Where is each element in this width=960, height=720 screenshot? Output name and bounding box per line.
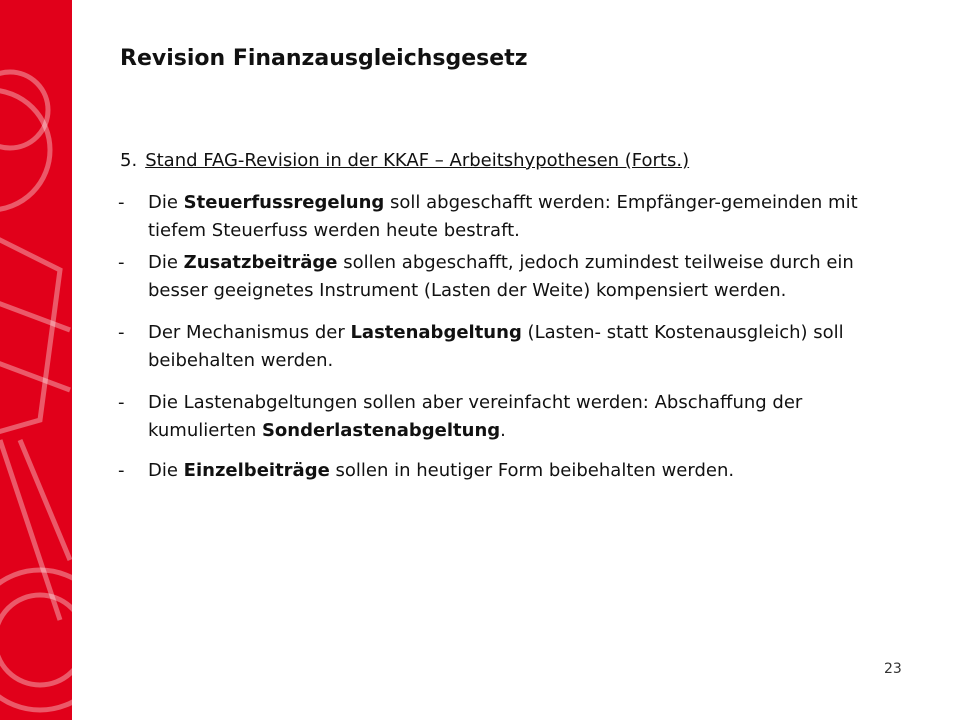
bullet-dash: - — [118, 322, 125, 343]
bullet-keyword: Steuerfussregelung — [183, 192, 385, 213]
bullet-dash: - — [118, 192, 125, 213]
bullet-list — [118, 189, 908, 485]
bullet-item — [118, 457, 908, 485]
bullet-item — [118, 389, 908, 445]
bullet-item — [118, 319, 908, 375]
bullet-text: Die Steuerfussregelung soll abgeschafft werden: Empfänger-gemeinden mit tiefem Steuerfuss werden heute bestraft. — [148, 192, 858, 241]
bullet-keyword: Einzelbeiträge — [183, 460, 330, 481]
bullet-dash: - — [118, 392, 125, 413]
section-subheading — [120, 150, 689, 171]
bullet-keyword: Zusatzbeiträge — [183, 252, 338, 273]
bullet-dash: - — [118, 252, 125, 273]
section-number: 5. — [120, 150, 138, 171]
bullet-text: Die Einzelbeiträge sollen in heutiger Form beibehalten werden. — [148, 460, 735, 481]
page-number: 23 — [884, 661, 902, 677]
sidebar-stripe — [0, 0, 72, 720]
bullet-dash: - — [118, 460, 125, 481]
bullet-keyword: Sonderlastenabgeltung — [261, 420, 501, 441]
bullet-item — [118, 189, 908, 245]
bullet-text: Der Mechanismus der Lastenabgeltung (Lasten- statt Kostenausgleich) soll beibehalten werden. — [148, 322, 844, 371]
section-heading-link[interactable]: Stand FAG-Revision in der KKAF – Arbeitshypothesen (Forts.) — [145, 150, 690, 171]
bullet-text: Die Lastenabgeltungen sollen aber vereinfacht werden: Abschaffung der kumulierten Sonderlastenabgeltung. — [148, 392, 803, 441]
slide-title: Revision Finanzausgleichsgesetz — [120, 46, 528, 71]
crest-watermark-icon — [0, 0, 72, 720]
bullet-keyword: Lastenabgeltung — [350, 322, 522, 343]
bullet-text: Die Zusatzbeiträge sollen abgeschafft, jedoch zumindest teilweise durch ein besser geeignetes Instrument (Lasten der Weite) kompensiert werden. — [148, 252, 854, 301]
bullet-item — [118, 249, 908, 305]
